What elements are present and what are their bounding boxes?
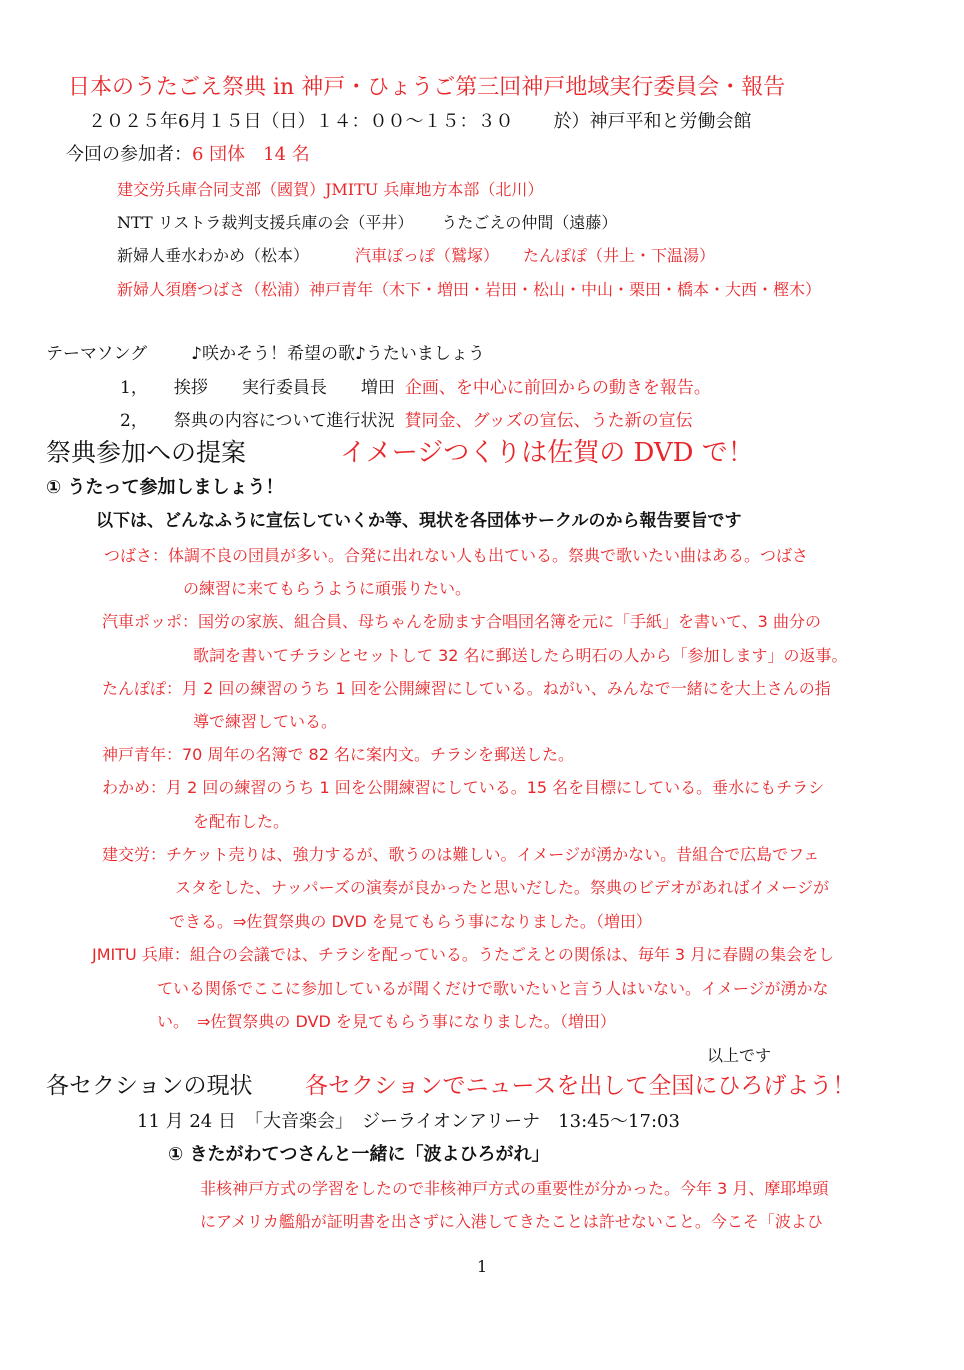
proposal-heading: 祭典参加への提案 [46,438,247,467]
report-line: たんぽぽ：月 2 回の練習のうち 1 回を公開練習にしている。ねがい、みんなで一緒にを大上さんの指 [102,679,831,698]
report-line: ている関係でここに参加しているが聞くだけで歌いたいと言う人はいない。イメージが湧かな [157,979,829,998]
agenda-text: 祭典の内容について進行状況 [173,411,395,431]
report-line: わかめ：月 2 回の練習のうち 1 回を公開練習にしている。15 名を目標にしている。垂水にもチラシ [102,778,825,797]
group: うたごえの仲間（遠藤） [441,213,618,232]
section1-intro: 以下は、どんなふうに宣伝していくか等、現状を各団体サークルのから報告要旨です [96,511,742,531]
sections-slogan: 各セクションでニュースを出して全国にひろげよう！ [305,1073,856,1099]
closing-text: 以上です [707,1046,772,1065]
group: NTT リストラ裁判支援兵庫の会（平井） [117,213,414,232]
report-line: できる。⇒佐賀祭典の DVD を見てもらう事になりました。（増田） [169,912,652,931]
proposal-slogan: イメージつくりは佐賀の DVD で！ [340,438,754,468]
agenda-note: 企画、を中心に前回からの動きを報告。 [404,378,711,398]
attendance-label: 今回の参加者： [66,144,192,165]
agenda-num: 1， [120,378,148,398]
group: 建交労兵庫合同支部（國賀）JMITU 兵庫地方本部（北川） [117,180,544,199]
document-title: 日本のうたごえ祭典 in 神戸・ひょうご第三回神戸地域実行委員会・報告 [68,75,786,100]
report-line: JMITU 兵庫：組合の会議では、チラシを配っている。うたごえとの関係は、毎年 3 月に春闘の集会をし [92,945,835,964]
agenda-item [120,380,711,397]
report-line: い。 ⇒佐賀祭典の DVD を見てもらう事になりました。（増田） [157,1012,616,1031]
report-line: つばさ：体調不良の団員が多い。合発に出れない人も出ている。祭典で歌いたい曲はある。つばさ [104,546,809,565]
report-line: 汽車ポッポ：国労の家族、組合員、母ちゃんを励ます合唱団名簿を元に「手紙」を書いて、3 曲分の [102,612,821,631]
theme-song-title: ♪咲かそう！希望の歌♪うたいましょう [191,344,485,364]
datetime: ２０２５年6月１５日（日）１４：００～１５：３０ [88,111,514,132]
event-line: 11 月 24 日 「大音楽会」 ジーライオンアリーナ 13:45～17:03 [137,1111,680,1132]
report-line: を配布した。 [193,812,290,831]
theme-label: テーマソング [46,344,148,364]
agenda-item [120,413,693,430]
report-line: 建交労：チケット売りは、強力するが、歌うのは難しい。イメージが湧かない。昔組合で広島でフェ [102,845,820,864]
report-line: 神戸青年：70 周年の名簿で 82 名に案内文。チラシを郵送した。 [102,745,574,764]
agenda-num: 2， [120,411,148,431]
section1-title: ① うたって参加しましょう！ [46,477,284,498]
group: たんぽぽ（井上・下温湯） [523,246,716,265]
group: 新婦人須磨つばさ（松浦）神戸青年（木下・増田・岩田・松山・中山・栗田・橋本・大西・樫木） [117,280,822,299]
group-line [117,282,821,298]
report-line: スタをした、ナッパーズの演奏が良かったと思いだした。祭典のビデオがあればイメージが [175,878,830,897]
venue: 於）神戸平和と労働会館 [553,111,752,132]
attendance-count: 6 団体 14 名 [192,144,310,165]
group: 汽車ぽっぽ（鷲塚） [355,246,500,265]
group-line [117,182,543,198]
page-number: 1 [477,1257,488,1276]
group-line [117,215,617,231]
report-line: 導で練習している。 [193,712,338,731]
theme-song [46,346,485,363]
sections-heading: 各セクションの現状 [46,1073,253,1099]
meeting-datetime [88,113,751,131]
item1-title: ① きたがわてつさんと一緒に「波よひろがれ」 [168,1144,550,1165]
group: 新婦人垂水わかめ（松本） [117,246,310,265]
agenda-text: 挨拶 実行委員長 増田 [173,378,395,398]
agenda-note: 賛同金、グッズの宣伝、うた新の宣伝 [404,411,693,431]
report-line: 歌詞を書いてチラシとセットして 32 名に郵送したら明石の人から「参加します」の返事。 [193,646,848,665]
item1-line: にアメリカ艦船が証明書を出さずに入港してきたことは許せないこと。今こそ「波よひ [200,1212,823,1231]
group-line [117,248,715,264]
item1-line: 非核神戸方式の学習をしたので非核神戸方式の重要性が分かった。今年 3 月、摩耶埠頭 [200,1179,829,1198]
attendance [66,146,310,164]
report-line: の練習に来てもらうように頑張りたい。 [183,579,472,598]
